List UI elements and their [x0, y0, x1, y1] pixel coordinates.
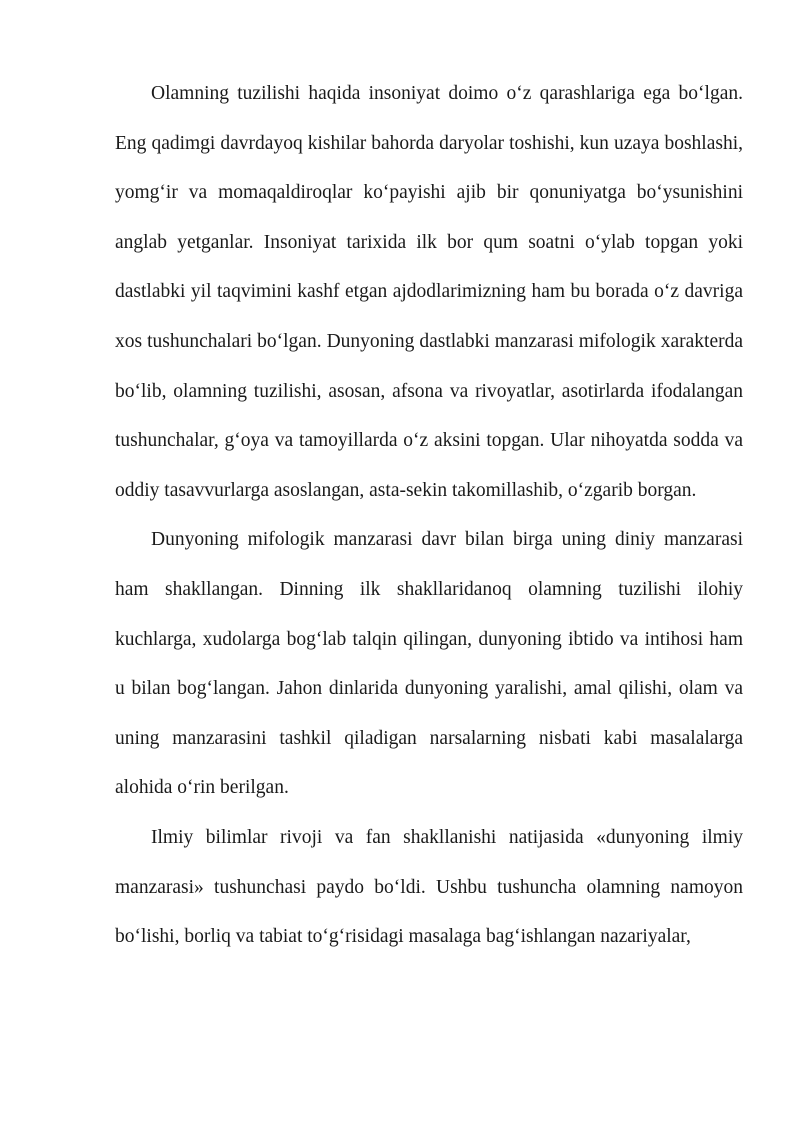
paragraph-3: Ilmiy bilimlar rivoji va fan shakllanishi natijasida «dunyoning ilmiy manzarasi» tushunchasi paydo bo‘ldi. Ushbu tushuncha olamning namoyon bo‘lishi, borliq va tabiat to‘g‘risidagi masalaga bag‘ishlangan nazariyalar, [115, 826, 743, 948]
document-body [115, 69, 743, 962]
paragraph-2: Dunyoning mifologik manzarasi davr bilan birga uning diniy manzarasi ham shakllangan. Dinning ilk shakllaridanoq olamning tuzilishi ilohiy kuchlarga, xudolarga bog‘lab talqin qilingan, dunyoning ibtido va intihosi ham u bilan bog‘langan. Jahon dinlarida dunyoning yaralishi, amal qilishi, olam va uning manzarasini tashkil qiladigan narsalarning nisbati kabi masalalarga alohida o‘rin berilgan. [115, 529, 743, 799]
paragraph-1: Olamning tuzilishi haqida insoniyat doimo o‘z qarashlariga ega bo‘lgan. Eng qadimgi davrdayoq kishilar bahorda daryolar toshishi, kun uzaya boshlashi, yomg‘ir va momaqaldiroqlar ko‘payishi ajib bir qonuniyatga bo‘ysunishini anglab yetganlar. Insoniyat tarixida ilk bor qum soatni o‘ylab topgan yoki dastlabki yil taqvimini kashf etgan ajdodlarimizning ham bu borada o‘z davriga xos tushunchalari bo‘lgan. Dunyoning dastlabki manzarasi mifologik xarakterda bo‘lib, olamning tuzilishi, asosan, afsona va rivoyatlar, asotirlarda ifodalangan tushunchalar, g‘oya va tamoyillarda o‘z aksini topgan. Ular nihoyatda sodda va oddiy tasavvurlarga asoslangan, asta-sekin takomillashib, o‘zgarib borgan. [115, 83, 743, 501]
